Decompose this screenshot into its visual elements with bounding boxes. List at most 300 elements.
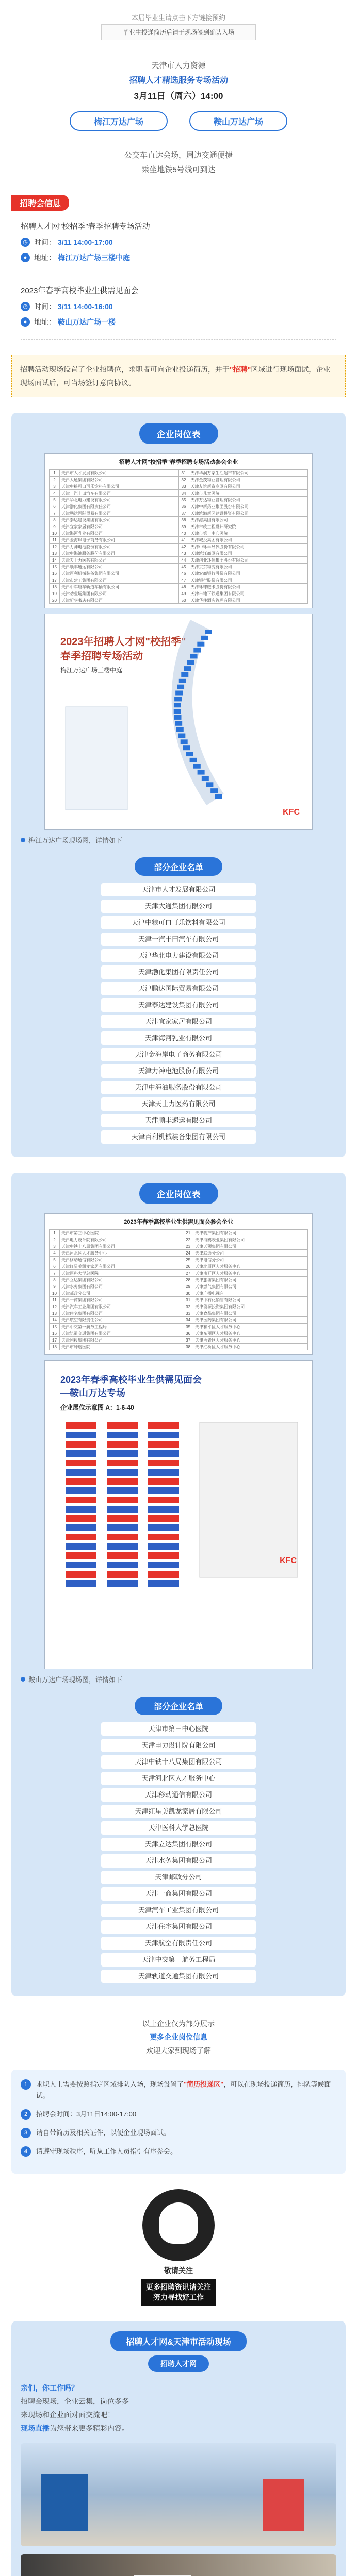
seat-block xyxy=(107,1562,138,1568)
seat-block xyxy=(148,1441,179,1448)
list-item: 天津立达集团有限公司 xyxy=(101,1838,256,1851)
tip-number-icon: 4 xyxy=(21,2146,31,2157)
table-cell-number: 36 xyxy=(183,1330,193,1337)
table-cell-number: 13 xyxy=(50,550,60,557)
table-cell-company: 天津新华书店有限公司 xyxy=(60,597,179,604)
table-cell-number: 38 xyxy=(178,517,189,523)
table-cell-company: 天津汽车工业集团有限公司 xyxy=(60,1303,183,1310)
floor-map-title-line2: 春季招聘专场活动 xyxy=(60,651,143,662)
table-cell-company: 天津顺丰速运有限公司 xyxy=(60,564,179,570)
event-place-row xyxy=(21,250,336,265)
table-cell-number: 34 xyxy=(178,490,189,497)
table-cell-number: 7 xyxy=(50,1270,60,1277)
table-cell-number: 49 xyxy=(178,590,189,597)
list-item: 天津中交第一航务工程局 xyxy=(101,1953,256,1967)
table-cell-company: 天津市第三中心医院 xyxy=(60,1230,183,1236)
caption-dot-icon xyxy=(21,838,25,842)
notice-text-2: 区域进行现场面试，企业现场面试后，可当场签订意向协议。 xyxy=(20,365,331,387)
table-row xyxy=(50,577,308,584)
table-cell-company: 天津联通分公司 xyxy=(193,1250,308,1257)
seat-block xyxy=(107,1571,138,1578)
live-panel xyxy=(11,2321,346,2576)
table-cell-company: 天津东丽区人才服务中心 xyxy=(193,1330,308,1337)
table-cell-company: 天津中铁十八局集团有限公司 xyxy=(60,1243,183,1250)
venue-panel-2 xyxy=(11,1173,346,1996)
tips-box xyxy=(11,2070,346,2174)
table-cell-number: 18 xyxy=(50,584,60,590)
live-text-lead: 亲们，你工作吗？ xyxy=(21,2384,78,2392)
live-text-1: 招聘会现场，企业云集，岗位多多 xyxy=(21,2397,129,2405)
table-cell-company: 天津海鸥表业集团有限公司 xyxy=(193,1236,308,1243)
seat-block xyxy=(107,1450,138,1457)
event-time-row xyxy=(21,234,336,250)
table-cell-company: 天津渤化集团有限责任公司 xyxy=(60,503,179,510)
intro-date: 3月11日（周六）14:00 xyxy=(134,91,223,101)
seat-block xyxy=(107,1515,138,1522)
seat-block xyxy=(148,1422,179,1429)
booth-mark xyxy=(174,715,181,720)
seat-block xyxy=(148,1460,179,1466)
seat-map-title-line2: —鞍山万达专场 xyxy=(60,1388,125,1398)
list-item: 天津中海油服务股份有限公司 xyxy=(101,1081,256,1094)
booth-mark xyxy=(174,709,181,714)
table-row xyxy=(50,570,308,577)
floor-map-subtitle: 梅江万达广场三楼中庭 xyxy=(60,667,123,674)
floor-map-drawing xyxy=(45,614,313,830)
live-panel-text xyxy=(21,2381,336,2435)
list-item: 天津一汽丰田汽车有限公司 xyxy=(101,933,256,946)
bottom-text-line2: 更多企业岗位信息 xyxy=(150,2033,207,2041)
table-cell-company: 天津环球磁卡股份有限公司 xyxy=(189,584,308,590)
event-place-label: 地址： xyxy=(34,253,56,262)
tip-number-icon: 3 xyxy=(21,2128,31,2138)
list-item: 天津渤化集团有限责任公司 xyxy=(101,965,256,979)
table-cell-company: 天津燃气集团有限公司 xyxy=(193,1283,308,1290)
panel-pill: 企业岗位表 xyxy=(139,1183,218,1204)
list-item: 天津大通集团有限公司 xyxy=(101,900,256,913)
seat-block xyxy=(148,1580,179,1587)
table-cell-company: 天津港集团有限公司 xyxy=(189,517,308,523)
event-time-label: 时间： xyxy=(34,238,56,246)
list-item: 天津一商集团有限公司 xyxy=(101,1887,256,1901)
event-title: 招聘人才网"校招季"春季招聘专场活动 xyxy=(21,222,150,231)
table-cell-number: 36 xyxy=(178,503,189,510)
table-row xyxy=(50,1257,308,1263)
top-notice xyxy=(101,9,256,40)
list-item: 天津水务集团有限公司 xyxy=(101,1854,256,1868)
booth-mark xyxy=(193,764,201,769)
table-cell-company: 天津天士力医药有限公司 xyxy=(60,557,179,564)
table-cell-company: 天津电信分公司 xyxy=(193,1257,308,1263)
live-panel-subpill: 招聘人才网 xyxy=(148,2355,209,2372)
table-cell-company: 天津京东物流有限公司 xyxy=(189,564,308,570)
table-cell-company: 天津红星美凯龙家居有限公司 xyxy=(60,1263,183,1270)
table-row xyxy=(50,1290,308,1297)
table-cell-number: 10 xyxy=(50,530,60,537)
event-block-2 xyxy=(21,283,336,340)
table-cell-number: 14 xyxy=(50,1317,60,1324)
notice-highlight: "招聘" xyxy=(230,365,251,374)
booth-mark xyxy=(176,727,184,732)
table-cell-company: 天津市地下铁道集团有限公司 xyxy=(189,590,308,597)
table-cell-number: 41 xyxy=(178,537,189,544)
table-cell-company: 天津旅游集团有限公司 xyxy=(193,1277,308,1283)
table-row xyxy=(50,477,308,483)
event-time: 3/11 14:00-17:00 xyxy=(58,238,113,246)
seat-block xyxy=(107,1478,138,1485)
seat-block xyxy=(107,1487,138,1494)
clock-icon: ◷ xyxy=(21,238,30,247)
table-cell-number: 34 xyxy=(183,1317,193,1324)
table-cell-number: 22 xyxy=(183,1236,193,1243)
booth-mark xyxy=(174,703,181,707)
booth-mark xyxy=(181,739,188,744)
seat-block xyxy=(66,1552,96,1559)
table-cell-company: 天津物产集团有限公司 xyxy=(193,1230,308,1236)
table-row xyxy=(50,1283,308,1290)
tip-text: 求职人士需要按照指定区域排队入场，现场设置了"简历投递区"，可以在现场投递简历，排队等候面试。 xyxy=(36,2080,331,2099)
table-cell-number: 16 xyxy=(50,570,60,577)
caption-dot-icon xyxy=(21,1677,25,1682)
table-cell-company: 天津住宅集团有限公司 xyxy=(60,1310,183,1317)
table-row xyxy=(50,1324,308,1330)
list-item: 天津邮政分公司 xyxy=(101,1871,256,1884)
table-cell-number: 27 xyxy=(183,1270,193,1277)
table-cell-company: 天津滨江商厦有限公司 xyxy=(189,550,308,557)
table-cell-company: 天津西青区人才服务中心 xyxy=(193,1337,308,1344)
table-cell-number: 29 xyxy=(183,1283,193,1290)
table-cell-number: 1 xyxy=(50,470,60,477)
table-cell-number: 17 xyxy=(50,577,60,584)
event-place-label: 地址： xyxy=(34,318,56,326)
table-cell-number: 46 xyxy=(178,570,189,577)
booth-mark xyxy=(190,758,197,762)
seat-block xyxy=(148,1562,179,1568)
company-name-list xyxy=(101,1722,256,1983)
table-cell-company: 天津华住酒店管理有限公司 xyxy=(189,597,308,604)
table-cell-number: 50 xyxy=(178,597,189,604)
booth-mark xyxy=(190,654,198,658)
list-item: 天津海河乳业有限公司 xyxy=(101,1031,256,1045)
seat-block xyxy=(148,1478,179,1485)
list-item: 天津市第三中心医院 xyxy=(101,1722,256,1736)
table-cell-number: 48 xyxy=(178,584,189,590)
seat-block xyxy=(107,1422,138,1429)
table-row xyxy=(50,1250,308,1257)
table-cell-company: 天津市第一中心医院 xyxy=(189,530,308,537)
booth-mark xyxy=(187,660,194,665)
table-row xyxy=(50,544,308,550)
booth-mark xyxy=(177,685,184,689)
company-table xyxy=(44,1213,313,1355)
seat-block xyxy=(66,1450,96,1457)
table-cell-company: 天津市政工程设计研究院 xyxy=(189,523,308,530)
list-item: 天津河北区人才服务中心 xyxy=(101,1772,256,1785)
table-cell-number: 9 xyxy=(50,523,60,530)
venue-photo-1 xyxy=(21,2443,336,2546)
table-row xyxy=(50,1263,308,1270)
table-cell-company: 天津银行股份有限公司 xyxy=(189,577,308,584)
seat-block xyxy=(148,1543,179,1550)
venue-button-a[interactable]: 梅江万达广场 xyxy=(70,111,168,131)
table-cell-number: 8 xyxy=(50,1277,60,1283)
booth-mark xyxy=(202,776,209,781)
table-cell-company: 天津力神电池股份有限公司 xyxy=(60,544,179,550)
table-cell-number: 32 xyxy=(183,1303,193,1310)
table-cell-number: 11 xyxy=(50,1297,60,1303)
tip-text: 招聘会时间：3月11日14:00-17:00 xyxy=(36,2110,137,2118)
table-cell-company: 天津一汽丰田汽车有限公司 xyxy=(60,490,179,497)
seat-block xyxy=(107,1432,138,1438)
table-row xyxy=(50,497,308,503)
follow-label: 敬请关注 xyxy=(164,2266,193,2275)
kfc-label: KFC xyxy=(280,1556,297,1565)
names-pill: 部分企业名单 xyxy=(135,857,222,876)
table-cell-company: 天津华润万家生活超市有限公司 xyxy=(189,470,308,477)
table-row xyxy=(50,564,308,570)
table-row xyxy=(50,483,308,490)
table-cell-company: 天津中车唐车轨道车辆有限公司 xyxy=(60,584,179,590)
booth-mark xyxy=(198,770,205,775)
event-block-1 xyxy=(21,219,336,275)
table-row xyxy=(50,490,308,497)
table-cell-number: 31 xyxy=(183,1297,193,1303)
seat-block xyxy=(107,1534,138,1540)
table-row xyxy=(50,537,308,544)
seat-block xyxy=(66,1460,96,1466)
table-cell-company: 天津劝业场集团有限公司 xyxy=(60,590,179,597)
table-row xyxy=(50,1270,308,1277)
names-pill: 部分企业名单 xyxy=(135,1697,222,1715)
table-title: 2023年春季高校毕业生供需见面会参会企业 xyxy=(124,1219,233,1225)
seat-block xyxy=(66,1524,96,1531)
seat-block xyxy=(148,1432,179,1438)
table-cell-company: 天津一商集团有限公司 xyxy=(60,1297,183,1303)
table-cell-company: 天津城投集团有限公司 xyxy=(189,537,308,544)
seat-block xyxy=(66,1562,96,1568)
table-cell-number: 40 xyxy=(178,530,189,537)
table-row xyxy=(50,470,308,477)
tip-number-icon: 1 xyxy=(21,2079,31,2090)
table-cell-number: 24 xyxy=(183,1250,193,1257)
table-cell-company: 天津航空有限责任公司 xyxy=(60,1317,183,1324)
table-row xyxy=(50,1310,308,1317)
table-row xyxy=(50,1317,308,1324)
table-cell-company: 天津市儿童医院 xyxy=(189,490,308,497)
follow-banner xyxy=(141,2279,216,2306)
table-cell-number: 43 xyxy=(178,550,189,557)
mascot-face-icon xyxy=(159,2202,198,2244)
table-cell-company: 天津中环半导体股份有限公司 xyxy=(189,544,308,550)
table-cell-company: 天津农商银行股份有限公司 xyxy=(189,570,308,577)
table-cell-number: 35 xyxy=(178,497,189,503)
seat-block xyxy=(148,1534,179,1540)
table-cell-number: 5 xyxy=(50,1257,60,1263)
table-title: 招聘人才网"校招季"春季招聘专场活动参会企业 xyxy=(119,459,238,465)
table-row xyxy=(50,1330,308,1337)
bottom-text-line1: 以上企业仅为部分展示 xyxy=(142,2020,215,2028)
list-item: 天津中铁十八局集团有限公司 xyxy=(101,1755,256,1769)
table-cell-number: 15 xyxy=(50,1324,60,1330)
bus-info-line2: 乘坐地铁5号线可到达 xyxy=(141,165,216,174)
list-item: 天津华北电力建设有限公司 xyxy=(101,949,256,962)
map-caption-text: 梅江万达广场现场图，详情如下 xyxy=(28,837,123,844)
table-cell-number: 14 xyxy=(50,557,60,564)
tip-row xyxy=(21,2127,336,2139)
table-cell-company: 天津万达物业管理有限公司 xyxy=(189,497,308,503)
event-place: 梅江万达广场三楼中庭 xyxy=(58,253,130,262)
booth-mark xyxy=(215,794,222,799)
map-caption xyxy=(21,835,336,845)
table-cell-company: 天津中海油服务股份有限公司 xyxy=(60,550,179,557)
photo-screen xyxy=(41,2474,88,2531)
table-cell-number: 6 xyxy=(50,503,60,510)
seat-map-drawing xyxy=(45,1361,313,1669)
tip-text: 请遵守现场秩序，听从工作人员指引有序参会。 xyxy=(36,2147,177,2155)
seat-block xyxy=(66,1515,96,1522)
top-notice-box[interactable]: 毕业生投递简历后请于现场签到确认入场 xyxy=(101,24,256,40)
table-cell-company: 天津友谊新资商厦有限公司 xyxy=(189,483,308,490)
table-cell-number: 37 xyxy=(183,1337,193,1344)
seat-block xyxy=(66,1571,96,1578)
company-table xyxy=(44,453,313,608)
seat-block xyxy=(66,1469,96,1476)
top-notice-line: 本届毕业生请点击下方链接预约 xyxy=(131,14,225,22)
location-pin-icon: ● xyxy=(21,317,30,327)
seat-block xyxy=(66,1534,96,1540)
table-row xyxy=(50,1243,308,1250)
table-cell-number: 4 xyxy=(50,1250,60,1257)
table-row xyxy=(50,1277,308,1283)
company-name-list xyxy=(101,883,256,1144)
event-place: 鞍山万达广场一楼 xyxy=(58,318,116,326)
table-cell-company: 天津广播电视台 xyxy=(193,1290,308,1297)
seat-block xyxy=(66,1441,96,1448)
seat-map-title-line1: 2023年春季高校毕业生供需见面会 xyxy=(60,1375,202,1385)
table-row xyxy=(50,1344,308,1350)
table-cell-number: 45 xyxy=(178,564,189,570)
map-caption xyxy=(21,1674,336,1684)
table-cell-number: 17 xyxy=(50,1337,60,1344)
bottom-text-line3: 欢迎大家到现场了解 xyxy=(146,2046,211,2055)
table-cell-company: 天津宜家家居有限公司 xyxy=(60,523,179,530)
bus-info-line1: 公交车直达会场，周边交通便捷 xyxy=(124,151,233,160)
booth-mark xyxy=(186,752,193,756)
table-cell-company: 天津大通集团有限公司 xyxy=(60,477,179,483)
table-cell-company: 天津食品集团有限公司 xyxy=(193,1310,308,1317)
event-title: 2023年春季高校毕业生供需见面会 xyxy=(21,286,139,295)
list-item: 天津红星美凯龙家居有限公司 xyxy=(101,1805,256,1818)
seat-block xyxy=(107,1524,138,1531)
table-row xyxy=(50,1297,308,1303)
table-row xyxy=(50,590,308,597)
table-row xyxy=(50,557,308,564)
table-cell-company: 天津南开区人才服务中心 xyxy=(193,1270,308,1277)
table-cell-number: 39 xyxy=(178,523,189,530)
table-cell-company: 天津金茂物业管理有限公司 xyxy=(189,477,308,483)
event-time-row xyxy=(21,299,336,314)
booth-mark xyxy=(197,642,204,647)
venue-buttons xyxy=(0,111,357,131)
seat-block xyxy=(107,1469,138,1476)
table-cell-number: 7 xyxy=(50,510,60,517)
table-row xyxy=(50,1337,308,1344)
booth-mark xyxy=(175,721,182,726)
floor-map xyxy=(44,614,313,830)
table-row xyxy=(50,1230,308,1236)
venue-button-b[interactable]: 鞍山万达广场 xyxy=(189,111,287,131)
table-cell-company: 天津泰达建设集团有限公司 xyxy=(60,517,179,523)
table-cell-number: 26 xyxy=(183,1263,193,1270)
bottom-text xyxy=(0,2017,357,2057)
mascot-image xyxy=(142,2189,215,2261)
table-cell-company: 天津华北电力建设有限公司 xyxy=(60,497,179,503)
table-cell-number: 33 xyxy=(183,1310,193,1317)
booth-mark xyxy=(181,672,188,677)
table-cell-company: 天津市人才发展有限公司 xyxy=(60,470,179,477)
table-row xyxy=(50,530,308,537)
event-time-label: 时间： xyxy=(34,302,56,311)
table-cell-number: 6 xyxy=(50,1263,60,1270)
list-item: 天津顺丰速运有限公司 xyxy=(101,1114,256,1127)
live-text-2: 来现场和企业面对面交流吧！ xyxy=(21,2411,115,2419)
booth-mark xyxy=(206,782,213,787)
table-cell-company: 天津中交第一航务工程局 xyxy=(60,1324,183,1330)
table-cell-number: 25 xyxy=(183,1257,193,1263)
live-panel-head xyxy=(21,2331,336,2372)
table-cell-number: 21 xyxy=(183,1230,193,1236)
table-row xyxy=(50,584,308,590)
tip-row xyxy=(21,2079,336,2102)
table-cell-company: 天津水务集团有限公司 xyxy=(60,1283,183,1290)
table-cell-company: 天津中新药业集团股份有限公司 xyxy=(189,503,308,510)
bus-info xyxy=(0,148,357,177)
table-row xyxy=(50,1236,308,1243)
table-cell-number: 20 xyxy=(50,597,60,604)
list-item: 天津鹏达国际贸易有限公司 xyxy=(101,982,256,995)
seat-block xyxy=(107,1580,138,1587)
booth-mark xyxy=(193,648,201,653)
booth-mark xyxy=(183,745,190,750)
venue-photo-2 xyxy=(21,2554,336,2576)
table-cell-number: 38 xyxy=(183,1344,193,1350)
seat-map-subtitle: 企业展位示意图 A：1-6-40 xyxy=(60,1404,134,1411)
live-panel-pill: 招聘人才网&天津市活动现场 xyxy=(110,2331,247,2351)
table-cell-number: 37 xyxy=(178,510,189,517)
tip-number-icon: 2 xyxy=(21,2109,31,2120)
list-item: 天津轨道交通集团有限公司 xyxy=(101,1970,256,1983)
table-cell-company: 天津中粮可口可乐饮料有限公司 xyxy=(60,483,179,490)
table-cell-number: 42 xyxy=(178,544,189,550)
table-cell-company: 天津市建工集团有限公司 xyxy=(60,577,179,584)
map-caption-text: 鞍山万达广场现场图，详情如下 xyxy=(28,1676,123,1684)
seat-block xyxy=(66,1580,96,1587)
clock-icon: ◷ xyxy=(21,302,30,311)
photo-banner xyxy=(263,2479,304,2531)
table-cell-number: 4 xyxy=(50,490,60,497)
table-cell-company: 天津滨海新区建设投资有限公司 xyxy=(189,510,308,517)
table-cell-company: 天津市肿瘤医院 xyxy=(60,1344,183,1350)
list-item: 天津百利机械装备集团有限公司 xyxy=(101,1130,256,1144)
table-row xyxy=(50,597,308,604)
event-time: 3/11 14:00-16:00 xyxy=(58,302,113,311)
seat-block xyxy=(66,1543,96,1550)
list-item: 天津电力设计院有限公司 xyxy=(101,1739,256,1752)
list-item: 天津泰达建设集团有限公司 xyxy=(101,998,256,1012)
table-cell-number: 12 xyxy=(50,1303,60,1310)
table-cell-number: 9 xyxy=(50,1283,60,1290)
table-cell-company: 天津和平区人才服务中心 xyxy=(193,1324,308,1330)
